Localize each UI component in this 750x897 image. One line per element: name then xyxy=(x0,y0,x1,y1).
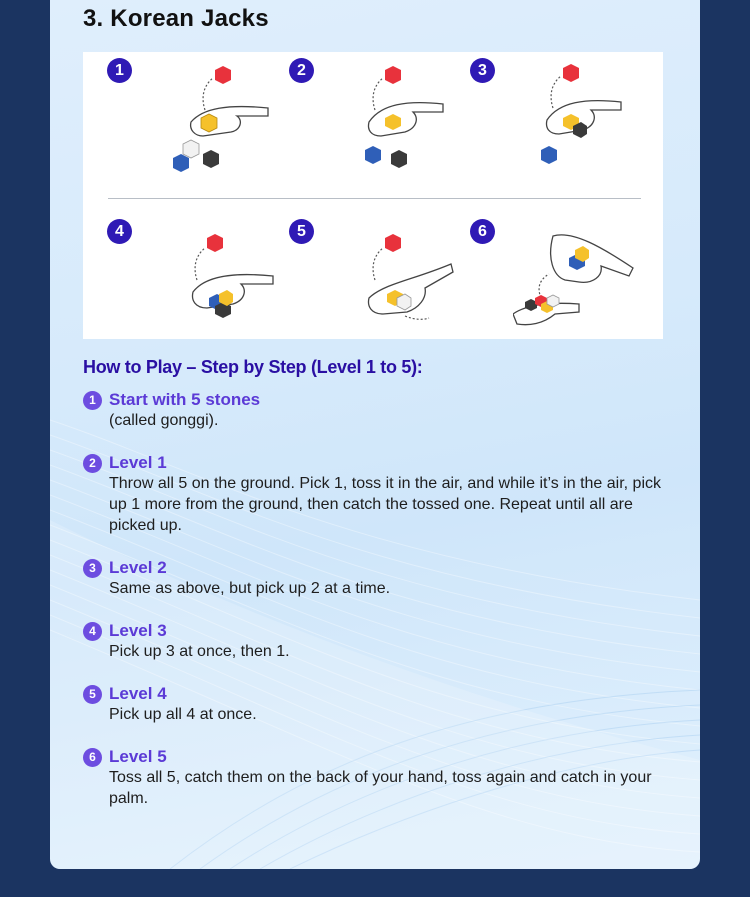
panel-divider xyxy=(108,198,641,199)
instruction-illustration xyxy=(83,52,663,339)
page-title: 3. Korean Jacks xyxy=(83,5,269,32)
step-number-badge: 1 xyxy=(83,391,102,410)
step-description: Toss all 5, catch them on the back of your hand, toss again and catch in your palm. xyxy=(109,769,652,807)
step-description: (called gonggi). xyxy=(109,412,219,429)
step-title: Level 2 xyxy=(109,558,167,577)
hand-toss-stone-illustration xyxy=(173,60,283,180)
hand-three-stones-illustration xyxy=(363,228,473,338)
panel-number-2: 2 xyxy=(289,58,314,83)
step-description: Pick up 3 at once, then 1. xyxy=(109,643,290,660)
hand-two-stones-illustration xyxy=(183,228,293,338)
panel-number-5: 5 xyxy=(289,219,314,244)
panel-number-6: 6 xyxy=(470,219,495,244)
hand-back-catch-illustration xyxy=(513,228,643,338)
step-number-badge: 6 xyxy=(83,748,102,767)
step-item xyxy=(83,389,673,431)
step-item xyxy=(83,746,673,809)
steps-heading: How to Play – Step by Step (Level 1 to 5): xyxy=(83,357,423,377)
step-title: Level 3 xyxy=(109,621,167,640)
panel-number-4: 4 xyxy=(107,219,132,244)
step-description: Same as above, but pick up 2 at a time. xyxy=(109,580,391,597)
step-item xyxy=(83,620,673,662)
step-title: Level 5 xyxy=(109,747,167,766)
panel-number-1: 1 xyxy=(107,58,132,83)
panel-number-3: 3 xyxy=(470,58,495,83)
hand-catch-stone-illustration xyxy=(535,60,645,180)
step-item xyxy=(83,452,673,536)
step-description: Pick up all 4 at once. xyxy=(109,706,257,723)
step-number-badge: 4 xyxy=(83,622,102,641)
step-title: Level 1 xyxy=(109,453,167,472)
step-number-badge: 2 xyxy=(83,454,102,473)
content-card xyxy=(50,0,700,869)
step-item xyxy=(83,683,673,725)
step-number-badge: 5 xyxy=(83,685,102,704)
step-description: Throw all 5 on the ground. Pick 1, toss it in the air, and while it’s in the air, pick up 1 more from the ground, then catch the tossed one. Repeat until all are picked up. xyxy=(109,475,661,534)
step-title: Start with 5 stones xyxy=(109,390,261,409)
step-item xyxy=(83,557,673,599)
step-title: Level 4 xyxy=(109,684,167,703)
step-number-badge: 3 xyxy=(83,559,102,578)
hand-pick-stone-illustration xyxy=(355,60,465,180)
